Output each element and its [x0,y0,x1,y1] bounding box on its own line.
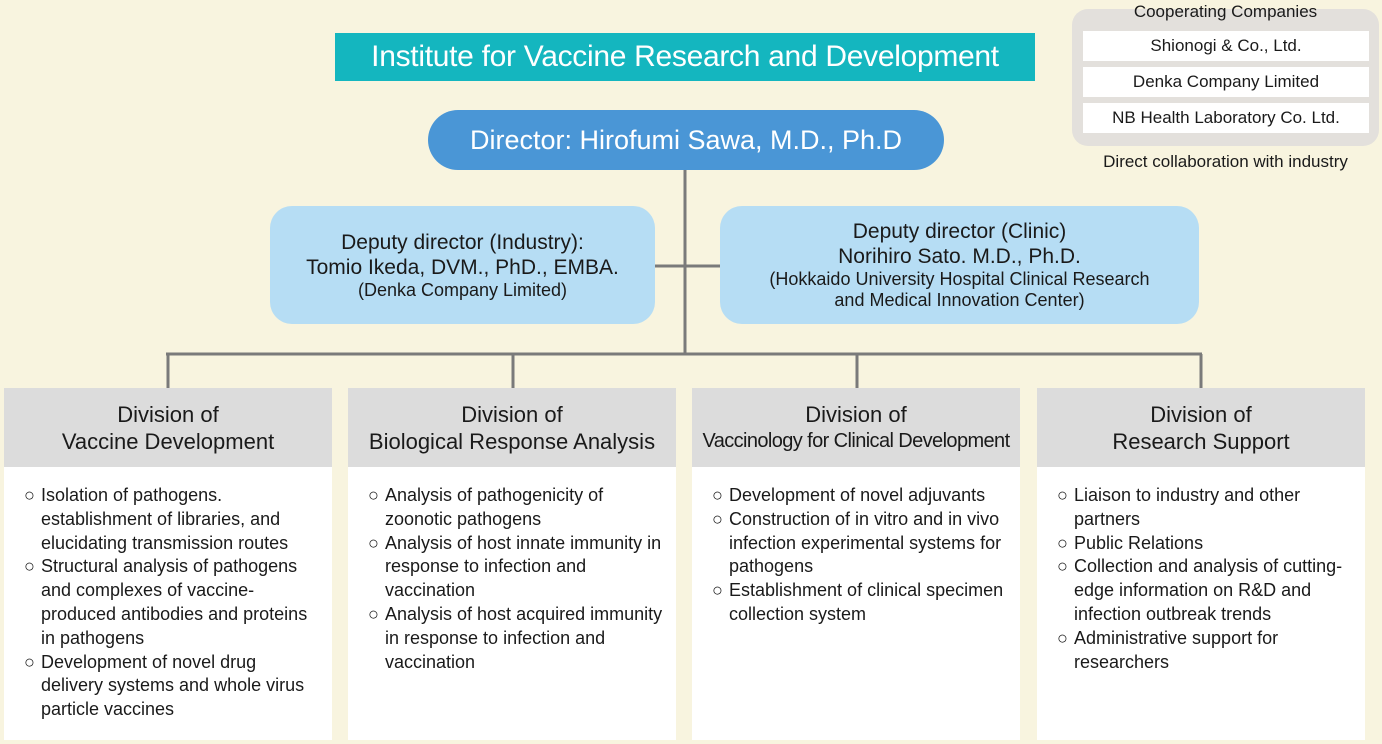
list-item-text: Liaison to industry and other partners [1074,485,1301,529]
bullet-circle-icon: ○ [24,651,35,672]
bullet-circle-icon: ○ [368,485,379,505]
division-title-line-1: Division of [1150,401,1252,427]
deputy-industry-name: Tomio Ikeda, DVM., PhD., EMBA. [306,255,619,279]
director-node: Director: Hirofumi Sawa, M.D., Ph.D [428,110,944,170]
division-biological-response-analysis [348,388,676,740]
list-item [4,555,332,650]
division-header [692,388,1020,467]
list-item-text: Development of novel adjuvants [729,485,986,505]
list-item-text: Development of novel drug delivery systems and whole virus particle vaccines [41,651,305,720]
division-title-line-1: Division of [117,401,219,427]
industry-collaboration-note: Direct collaboration with industry [1103,152,1348,171]
list-item [348,603,676,674]
division-research-support [1037,388,1365,740]
division-vaccine-development [4,388,332,740]
bullet-circle-icon: ○ [1057,627,1068,648]
division-title-line-2: Research Support [1112,428,1290,454]
division-header [1037,388,1365,467]
company-shionogi: Shionogi & Co., Ltd. [1083,31,1369,61]
deputy-director-industry [270,206,655,324]
division-vaccinology-clinical-development [692,388,1020,740]
deputy-industry-affiliation: (Denka Company Limited) [357,279,568,300]
division-items [348,484,676,674]
list-item [348,532,676,603]
bullet-circle-icon: ○ [1057,485,1068,505]
list-item-text: Analysis of host innate immunity in response to infection and vaccination [385,532,662,601]
division-items [1037,484,1365,674]
list-item [1037,555,1365,626]
deputy-clinic-affiliation-1: (Hokkaido University Hospital Clinical Research [769,269,1150,289]
list-item [692,579,1020,627]
list-item-text: Public Relations [1074,532,1204,553]
list-item-text: Establishment of clinical specimen collection system [729,580,1004,624]
list-item-text: Analysis of host acquired immunity in response to infection and vaccination [385,603,663,672]
division-header [348,388,676,467]
list-item-text: Administrative support for researchers [1074,627,1279,672]
bullet-circle-icon: ○ [24,556,35,577]
bullet-circle-icon: ○ [1057,556,1068,577]
list-item [348,484,676,532]
institute-title: Institute for Vaccine Research and Development [335,33,1035,81]
list-item [1037,532,1365,556]
division-items [4,484,332,722]
division-header [4,388,332,467]
list-item [4,651,332,722]
division-title-line-2: Vaccinology for Clinical Development [702,429,1010,452]
bullet-circle-icon: ○ [1057,532,1068,553]
bullet-circle-icon: ○ [712,485,723,505]
company-denka: Denka Company Limited [1083,67,1369,97]
list-item-text: Isolation of pathogens. establishment of libraries, and elucidating transmission routes [41,485,289,553]
list-item-text: Analysis of pathogenicity of zoonotic pathogens [385,485,604,529]
list-item [1037,484,1365,532]
division-items [692,484,1020,627]
list-item-text: Structural analysis of pathogens and complexes of vaccine-produced antibodies and proteins in pathogens [41,556,308,648]
deputy-director-clinic [720,206,1199,324]
division-title-line-2: Vaccine Development [61,428,275,454]
list-item [1037,627,1365,675]
list-item-text: Construction of in vitro and in vivo infection experimental systems for pathogens [729,508,1002,577]
division-title-line-1: Division of [805,401,907,427]
cooperating-companies-title: Cooperating Companies [1133,2,1318,21]
company-nb-health: NB Health Laboratory Co. Ltd. [1083,103,1369,133]
bullet-circle-icon: ○ [24,485,35,505]
division-title-line-2: Biological Response Analysis [368,428,656,454]
bullet-circle-icon: ○ [368,532,379,553]
division-title-line-1: Division of [461,401,563,427]
list-item [692,484,1020,508]
deputy-industry-role: Deputy director (Industry): [341,230,584,254]
list-item [4,484,332,555]
deputy-clinic-name: Norihiro Sato. M.D., Ph.D. [838,245,1081,268]
list-item-text: Collection and analysis of cutting-edge information on R&D and infection outbreak trends [1074,556,1343,624]
deputy-clinic-affiliation-2: and Medical Innovation Center) [834,290,1085,310]
deputy-clinic-role: Deputy director (Clinic) [852,220,1067,243]
list-item [692,508,1020,579]
bullet-circle-icon: ○ [368,603,379,624]
bullet-circle-icon: ○ [712,580,723,601]
bullet-circle-icon: ○ [712,508,723,529]
